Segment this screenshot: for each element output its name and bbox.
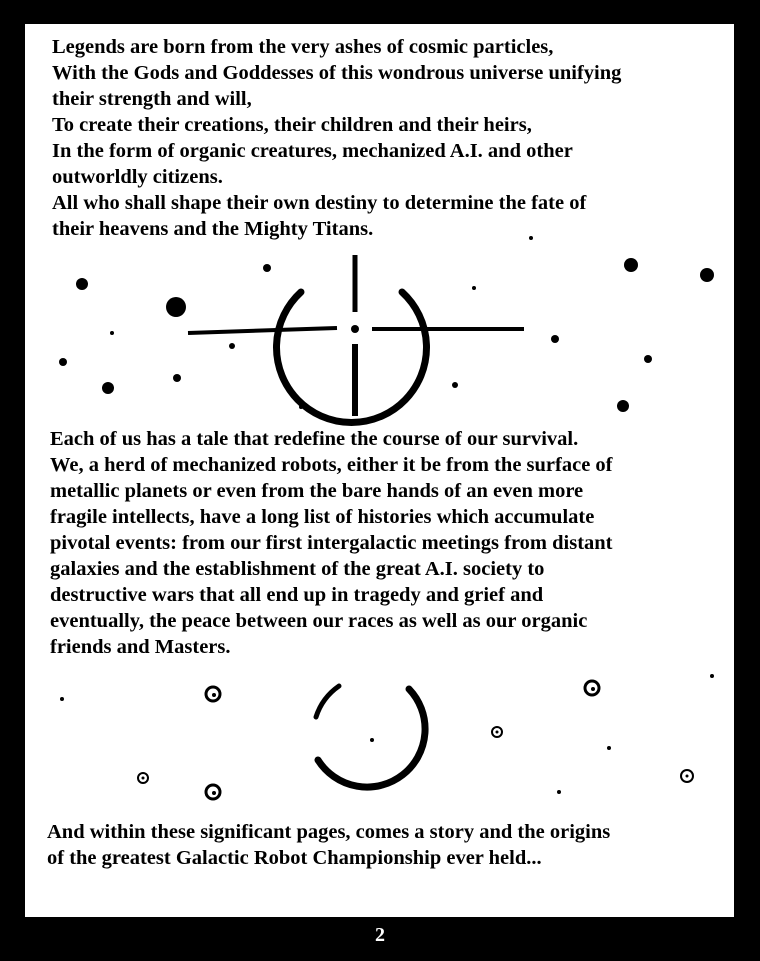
stanza-line: destructive wars that all end up in tragedy and grief and — [50, 584, 544, 606]
stanza-line: We, a herd of mechanized robots, either it be from the surface of — [50, 454, 613, 476]
star-dots-lower — [60, 674, 714, 794]
stanza-line: And within these significant pages, comes a story and the origins — [47, 821, 611, 843]
stanza-line: their strength and will, — [52, 88, 252, 110]
stanza-line: of the greatest Galactic Robot Championship ever held... — [47, 847, 542, 869]
stanza-line: outworldly citizens. — [52, 166, 223, 188]
crescent-ring-emblem — [316, 686, 425, 787]
stanza-line: fragile intellects, have a long list of histories which accumulate — [50, 506, 595, 528]
stanza-line: With the Gods and Goddesses of this wondrous universe unifying — [52, 62, 622, 84]
stanza-line: To create their creations, their children and their heirs, — [52, 114, 532, 136]
stanza-line: galaxies and the establishment of the great A.I. society to — [50, 558, 545, 580]
stanza-line: friends and Masters. — [50, 636, 231, 658]
stanza-line: Legends are born from the very ashes of cosmic particles, — [52, 36, 554, 58]
stanza-line: In the form of organic creatures, mechanized A.I. and other — [52, 140, 573, 162]
stanza-line: metallic planets or even from the bare hands of an even more — [50, 480, 584, 502]
page-number: 2 — [375, 924, 385, 946]
stanza-line: eventually, the peace between our races as well as our organic — [50, 610, 588, 632]
stanza-line: Each of us has a tale that redefine the course of our survival. — [50, 428, 579, 450]
stanza-line: pivotal events: from our first intergalactic meetings from distant — [50, 532, 613, 554]
stanza-line: their heavens and the Mighty Titans. — [52, 218, 374, 240]
stanza-3 — [47, 819, 610, 871]
stanza-line: All who shall shape their own destiny to determine the fate of — [52, 192, 587, 214]
